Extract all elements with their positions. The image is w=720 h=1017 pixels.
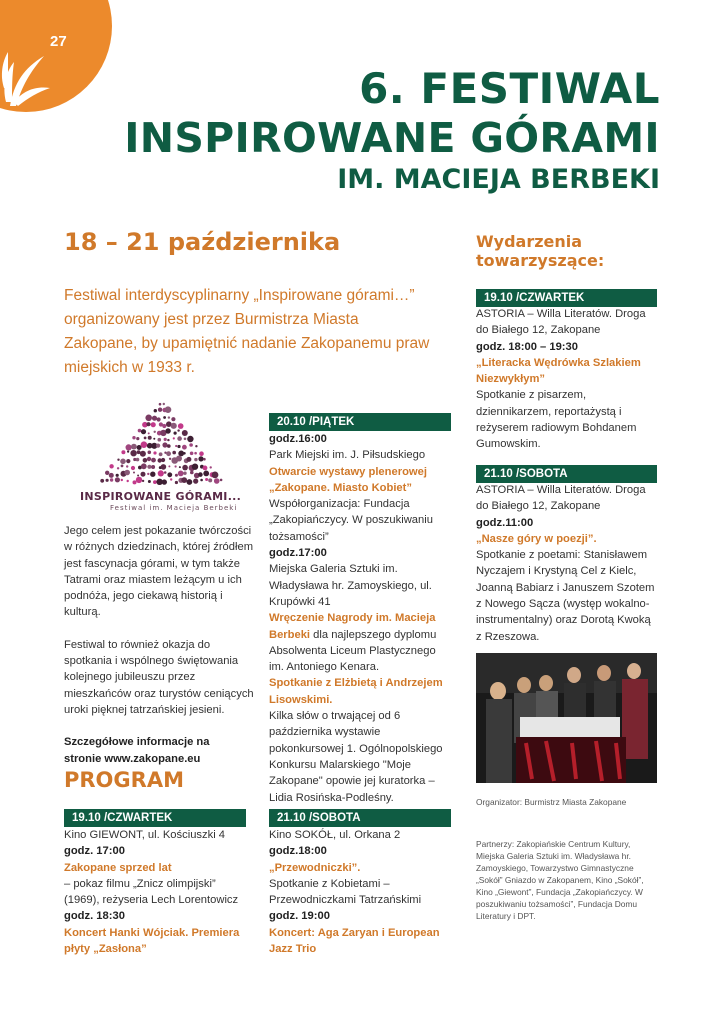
more-info-link[interactable]: Szczegółowe informacje na stronie www.zakopane.eu [64,736,210,765]
description-paragraph-2: Festiwal to również okazja do spotkania i wspólnego świętowania kolejnego jubileuszu przez mieszkańców oraz turystów ceniących uroki pięknej tatrzańskiej jesieni. [64,638,254,716]
time: godz.16:00 [269,433,327,445]
event-description: – pokaz filmu „Znicz olimpijski” (1969), reżyseria Lech Lorentowicz [64,877,239,907]
event-description: dla najlepszego dyplomu Absolwenta Liceum Plastycznego im. Antoniego Kenara. [269,628,437,674]
day-header-thursday: 19.10 /CZWARTEK [64,809,246,827]
side-heading-line2: towarzyszące: [476,251,605,270]
venue: ASTORIA – Willa Literatów. Droga do Białego 12, Zakopane [476,484,646,513]
organizer-note: Organizator: Burmistrz Miasta Zakopane [476,797,627,807]
event-title: „Nasze góry w poezji”. [476,532,597,545]
time: godz. 18:00 – 19:30 [476,340,578,353]
festival-logo-name: INSPIROWANE GÓRAMI... [80,490,242,503]
side-events-heading [476,232,604,270]
day-header-saturday: 21.10 /SOBOTA [269,809,451,827]
event-description: Spotkanie z Kobietami – Przewodniczkami Tatrzańskimi [269,877,422,907]
festival-logo-subtitle: Festiwal im. Macieja Berbeki [110,504,238,512]
venue: ASTORIA – Willa Literatów. Droga do Białego 12, Zakopane [476,308,646,337]
time: godz.17:00 [269,547,327,560]
event-description: Spotkanie z pisarzem, dziennikarzem, reportażystą i reżyserem radiowym Bohdanem Gumowskim. [476,389,637,451]
side-thursday [476,306,656,453]
venue: Park Miejski im. J. Piłsudskiego [269,449,426,462]
program-saturday [269,827,453,957]
event-description: Kilka słów o trwającej od 6 października wystawie pokonkursowej 1. Ogólnopolskiego Konkursu Malarskiego "Moje Zakopane" opowie jej kuratorka – Lidia Rosińska-Podleśny. [269,710,443,804]
side-day-header-thursday: 19.10 /CZWARTEK [476,289,657,307]
partners-note: Partnerzy: Zakopiańskie Centrum Kultury, Miejska Galeria Sztuki im. Władysława hr. Zamoyskiego, Towarzystwo Gimnastyczne „Sokół” Gniazdo w Zakopanem, Kino „Sokół”, Kino „Giewont”, Fundacja „Zakopiańczycy. W poszukiwaniu tożsamości”, Fundacja Domu Literatury i DPT. [476,839,644,921]
event-photo [476,653,657,783]
time: godz. 17:00 [64,845,125,858]
event-title: Koncert: Aga Zaryan i European Jazz Trio [269,926,440,956]
festival-title-line3: IM. MACIEJA BERBEKI [337,164,660,195]
side-saturday [476,482,658,645]
event-title: „Przewodniczki”. [269,861,361,874]
event-title: Koncert Hanki Wójciak. Premiera płyty „Zasłona” [64,926,240,956]
venue: Miejska Galeria Sztuki im. Władysława hr. Zamoyskiego, ul. Krupówki 41 [269,563,432,608]
day-header-friday: 20.10 /PIĄTEK [269,413,451,431]
event-title: „Literacka Wędrówka Szlakiem Niezwykłym” [476,356,641,386]
side-heading-line1: Wydarzenia [476,232,583,251]
venue: Kino GIEWONT, ul. Kościuszki 4 [64,829,226,841]
page-number: 27 [50,33,67,50]
festival-title-line1: 6. FESTIWAL [359,64,660,113]
left-column-text [64,523,254,767]
leaf-icon [0,28,52,108]
program-friday [269,431,453,806]
event-description: Spotkanie z poetami: Stanisławem Nyczajem i Krystyną Cel z Kielc, Joanną Babiarz i Januszem Szotem z Nowego Sącza (występ wokalno-instrumentalny) oraz Dorotą Kwoką z Rzeszowa. [476,549,655,643]
time: godz.18:00 [269,845,327,858]
festival-dates: 18 – 21 października [64,228,341,256]
side-day-header-saturday: 21.10 /SOBOTA [476,465,657,483]
event-title: Spotkanie z Elżbietą i Andrzejem Lisowskimi. [269,677,443,706]
venue: Kino SOKÓŁ, ul. Orkana 2 [269,829,401,841]
program-heading: PROGRAM [64,768,184,792]
description-paragraph-1: Jego celem jest pokazanie twórczości w różnych dziedzinach, której źródłem jest fascynacja górami, w tym także Tatrami oraz miastem leżącym u ich podnóża, jego ciekawą historią i kulturą. [64,525,254,619]
festival-title-line2: INSPIROWANE GÓRAMI [124,114,660,162]
event-description: Współorganizacja: Fundacja „Zakopiańczycy. W poszukiwaniu tożsamości” [269,498,433,543]
time: godz. 19:00 [269,910,330,923]
festival-intro: Festiwal interdyscyplinarny „Inspirowane górami…” organizowany jest przez Burmistrza Miasta Zakopane, by upamiętnić nadanie Zakopanemu praw miejskich w 1933 r. [64,287,430,376]
time: godz. 18:30 [64,910,125,923]
time: godz.11:00 [476,516,534,529]
event-title: Wręczenie Nagrody im. Macieja Berbeki [269,612,436,641]
event-title: Otwarcie wystawy plenerowej „Zakopane. Miasto Kobiet” [269,465,427,494]
event-title: Zakopane sprzed lat [64,861,172,874]
program-thursday [64,827,254,957]
festival-logo-mountain [92,398,232,490]
